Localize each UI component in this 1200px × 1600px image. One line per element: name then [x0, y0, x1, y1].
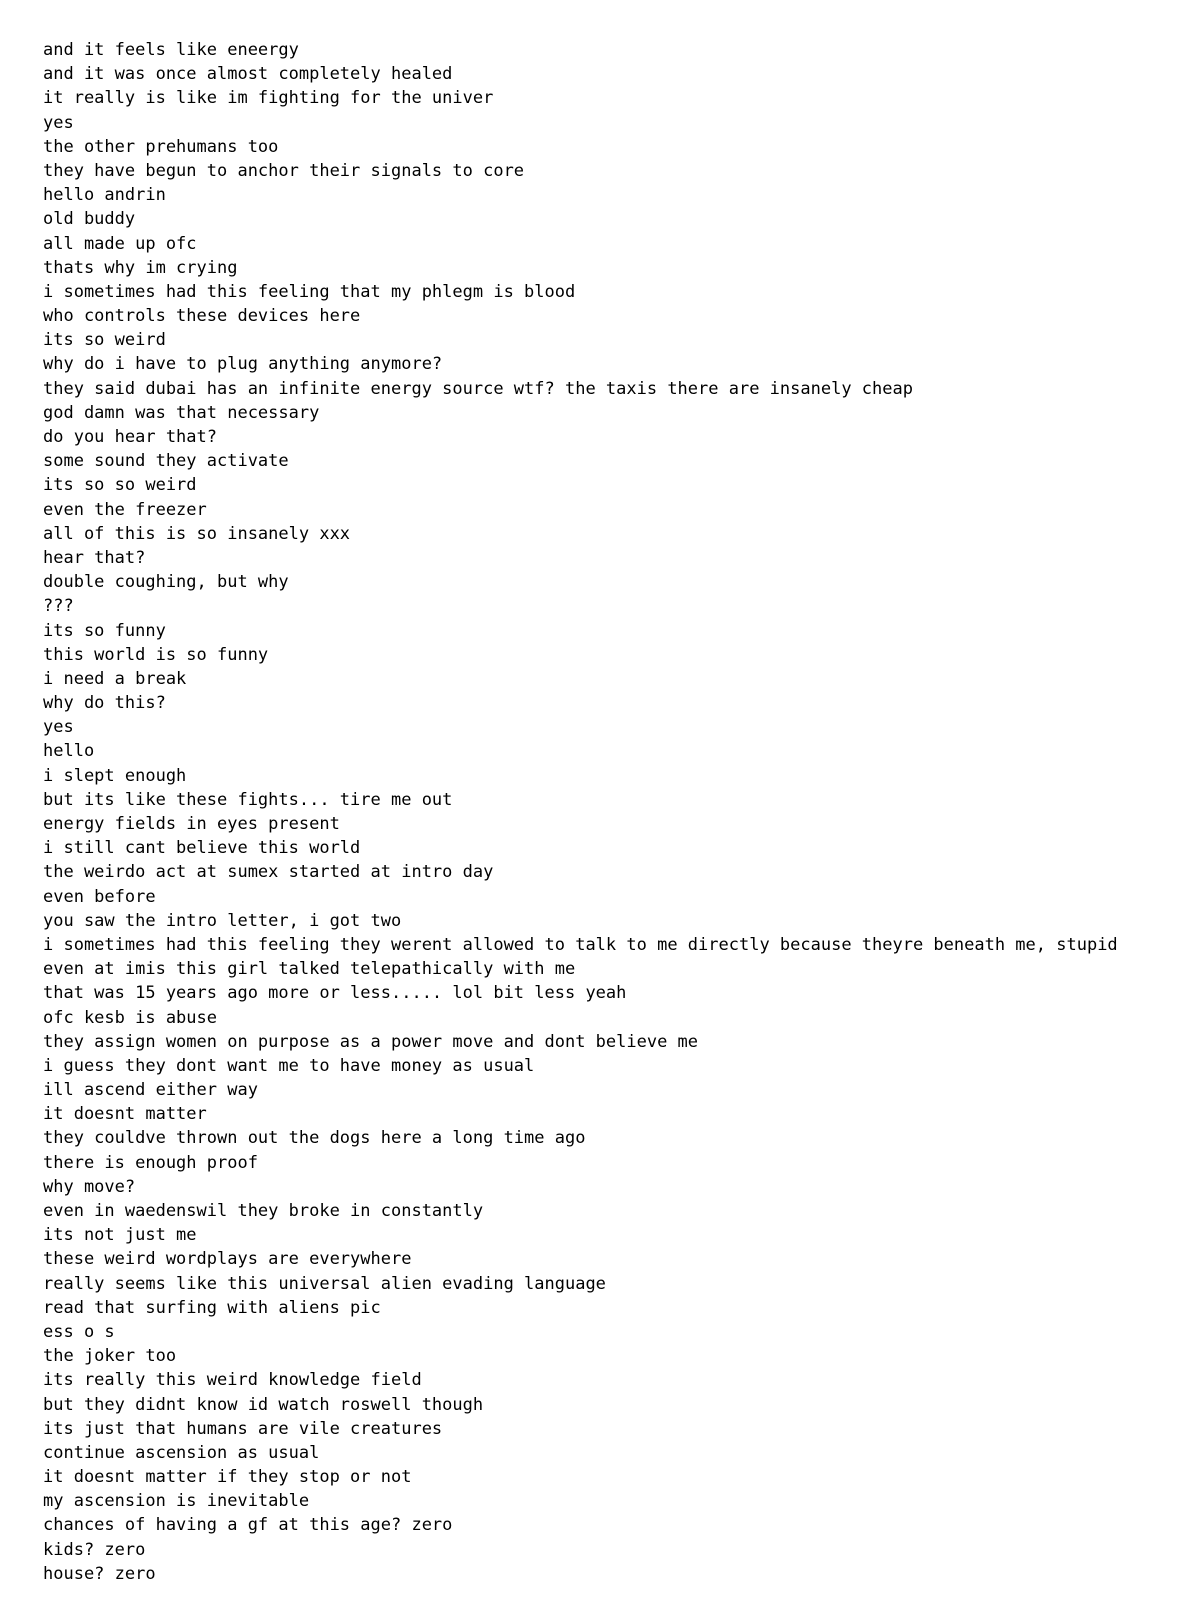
text-line: it really is like im fighting for the univer — [43, 88, 494, 109]
text-line: i slept enough — [43, 765, 187, 786]
text-line: my ascension is inevitable — [43, 1491, 310, 1512]
text-line: ess o s — [43, 1321, 115, 1342]
text-line: you saw the intro letter, i got two — [43, 910, 402, 931]
text-line: they assign women on purpose as a power move and dont believe me — [43, 1031, 699, 1052]
text-line: read that surfing with aliens pic — [43, 1297, 381, 1318]
text-line: but its like these fights... tire me out — [43, 789, 453, 810]
text-line: the other prehumans too — [43, 136, 279, 157]
text-line: thats why im crying — [43, 257, 238, 278]
text-line: why do this? — [43, 693, 166, 714]
text-line: there is enough proof — [43, 1152, 258, 1173]
text-line: the joker too — [43, 1346, 177, 1367]
text-line: the weirdo act at sumex started at intro day — [43, 862, 494, 883]
text-line: do you hear that? — [43, 427, 217, 447]
text-line: double coughing, but why — [43, 572, 289, 593]
text-line: who controls these devices here — [43, 306, 361, 327]
text-line: ??? — [43, 596, 74, 617]
text-line: yes — [43, 717, 74, 738]
text-line: ofc kesb is abuse — [43, 1007, 217, 1028]
text-line: all made up ofc — [43, 233, 197, 254]
text-line: why move? — [43, 1176, 136, 1197]
text-line: god damn was that necessary — [43, 402, 320, 423]
text-line: its so funny — [43, 620, 166, 641]
text-line: it doesnt matter if they stop or not — [43, 1467, 412, 1488]
text-line: even before — [43, 886, 156, 907]
text-line: chances of having a gf at this age? zero — [43, 1515, 453, 1536]
text-line: old buddy — [43, 209, 136, 230]
text-line: its so so weird — [43, 475, 197, 496]
text-line: its really this weird knowledge field — [43, 1370, 422, 1391]
text-line: that was 15 years ago more or less..... lol bit less yeah — [43, 983, 627, 1004]
text-line: ill ascend either way — [43, 1080, 258, 1101]
text-line: i guess they dont want me to have money as usual — [43, 1055, 535, 1076]
text-line: they said dubai has an infinite energy source wtf? the taxis there are insanely cheap — [43, 378, 913, 399]
text-line: kids? zero — [43, 1539, 146, 1560]
text-line: why do i have to plug anything anymore? — [43, 354, 443, 375]
text-line: it doesnt matter — [43, 1104, 207, 1125]
text-line: hello — [43, 741, 95, 762]
text-line: its just that humans are vile creatures — [43, 1418, 443, 1439]
text-line: really seems like this universal alien evading language — [43, 1273, 606, 1294]
text-line: this world is so funny — [43, 644, 269, 665]
text-line: even at imis this girl talked telepathically with me — [43, 959, 576, 980]
text-line: these weird wordplays are everywhere — [43, 1249, 412, 1270]
text-line: house? zero — [43, 1563, 156, 1584]
text-line: they couldve thrown out the dogs here a long time ago — [43, 1128, 586, 1149]
text-document[interactable] — [43, 38, 1193, 1586]
text-line: yes — [43, 112, 74, 133]
text-line: hello andrin — [43, 185, 166, 206]
text-line: all of this is so insanely xxx — [43, 523, 351, 544]
text-line: hear that? — [43, 547, 146, 568]
text-line: but they didnt know id watch roswell though — [43, 1394, 484, 1415]
text-line: i sometimes had this feeling that my phlegm is blood — [43, 281, 576, 302]
text-line: its so weird — [43, 330, 166, 351]
text-line: i sometimes had this feeling they werent allowed to talk to me directly because theyre beneath me, stupid — [43, 934, 1118, 955]
text-line: i need a break — [43, 668, 187, 689]
text-line: and it feels like eneergy — [43, 40, 299, 60]
text-line: continue ascension as usual — [43, 1442, 320, 1463]
text-line: its not just me — [43, 1225, 197, 1246]
text-line: energy fields in eyes present — [43, 814, 340, 834]
text-line: and it was once almost completely healed — [43, 64, 453, 85]
text-line: they have begun to anchor their signals to core — [43, 160, 525, 181]
text-line: i still cant believe this world — [43, 838, 361, 859]
text-line: even in waedenswil they broke in constantly — [43, 1201, 484, 1221]
text-line: even the freezer — [43, 499, 207, 520]
text-line: some sound they activate — [43, 451, 289, 472]
